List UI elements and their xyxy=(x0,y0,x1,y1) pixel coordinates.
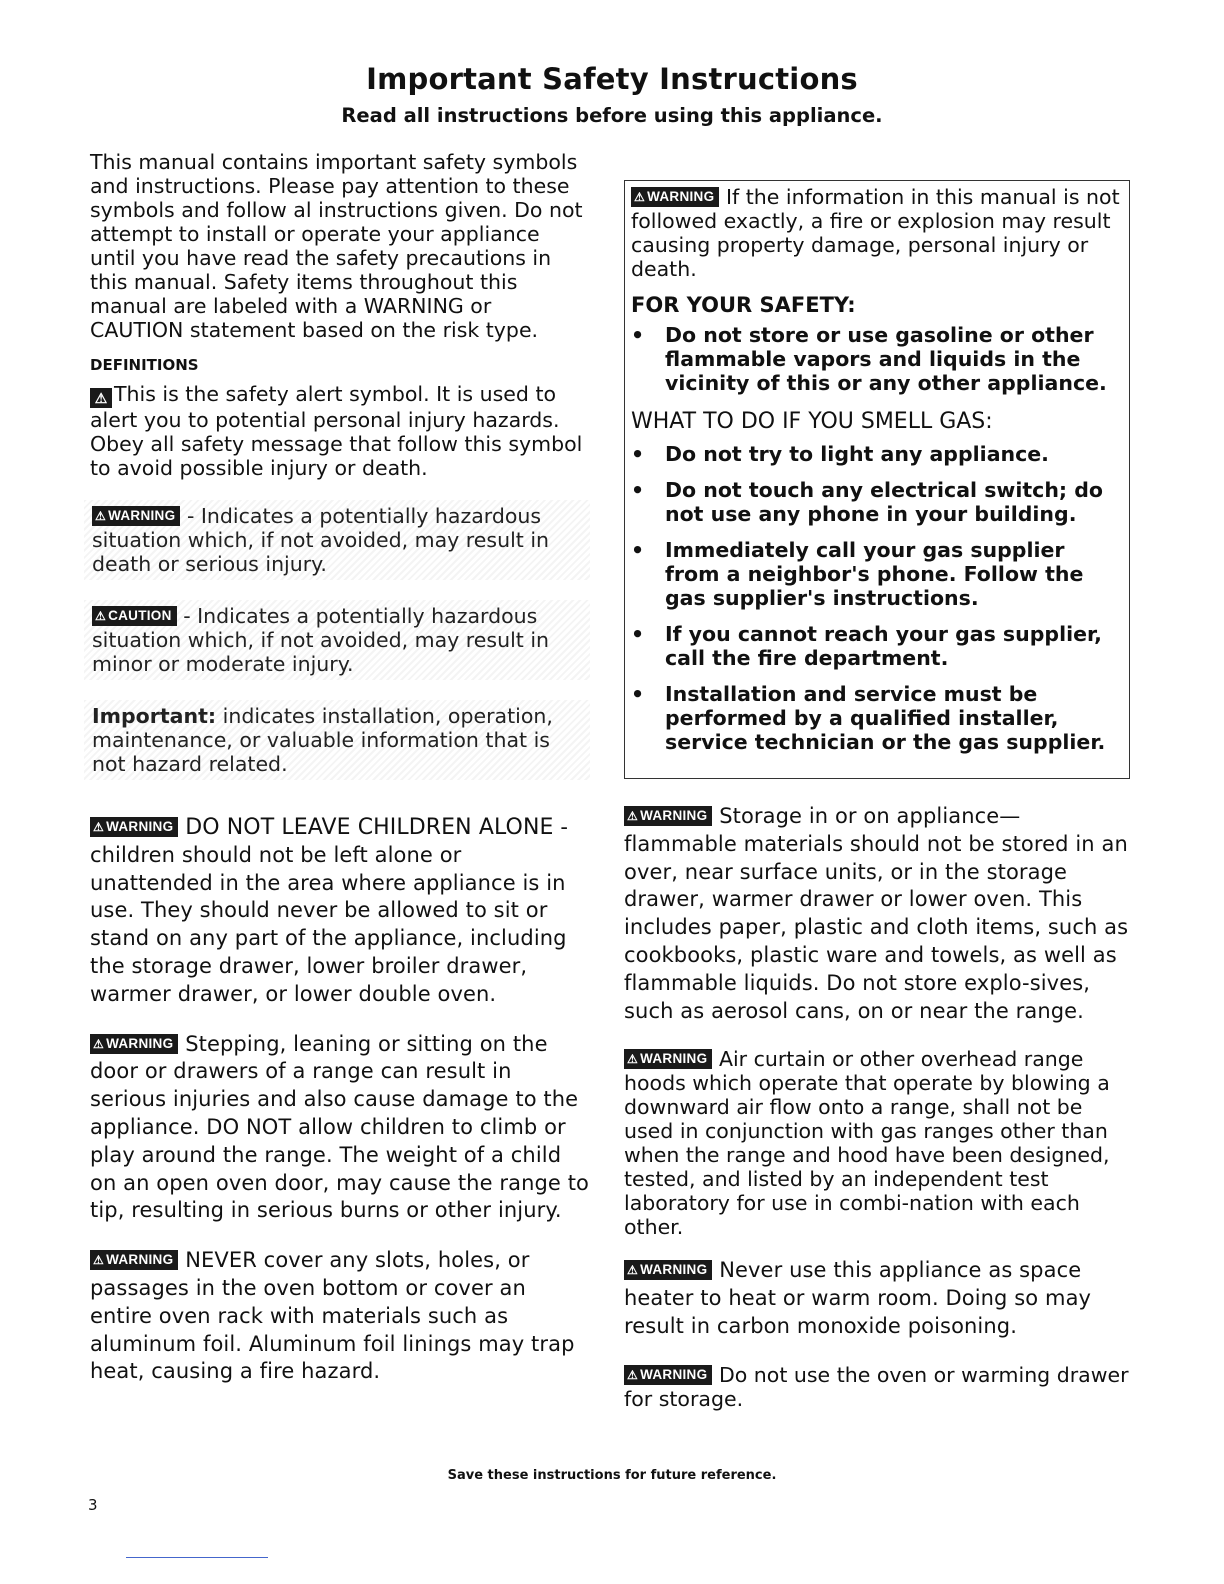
never-cover-text: NEVER cover any slots, holes, or passages in the oven bottom or cover an entire oven rack with materials such as aluminum foil. Aluminum foil linings may trap heat, causing a fire hazard. xyxy=(90,1248,575,1384)
warning-definition-text: - Indicates a potentially hazardous situation which, if not avoided, may result in death or serious injury. xyxy=(92,504,550,576)
storage-oven-text: Do not use the oven or warming drawer for storage. xyxy=(624,1362,1129,1411)
list-item: • Installation and service must be performed by a qualified installer, service technician or the gas supplier. xyxy=(631,682,1123,754)
storage-text: Storage in or on appliance— flammable materials should not be stored in an over, near surface units, or in the storage drawer, warmer drawer or lower oven. This includes paper, plastic and cloth items, such as cookbooks, plastic ware and towels, as well as flammable liquids. Do not store explo-sives, such as aerosol cans, on or near the range. xyxy=(624,804,1129,1023)
important-definition-text: indicates installation, operation, maintenance, or valuable information that is not hazard related. xyxy=(92,704,553,776)
warning-triangle-icon: ⚠ xyxy=(627,809,639,823)
footer-rule xyxy=(126,1557,268,1558)
list-item: • If you cannot reach your gas supplier, call the fire department. xyxy=(631,622,1123,670)
warning-badge: ⚠ WARNING xyxy=(631,187,719,207)
warning-badge: ⚠ WARNING xyxy=(624,806,712,826)
never-cover-warning xyxy=(90,1247,590,1386)
intro-paragraph: This manual contains important safety symbols and instructions. Please pay attention to these symbols and follow al instructions given. Do not attempt to install or operate your appliance until you have read the safety precautions in this manual. Safety items throughout this manual are labeled with a WARNING or CAUTION statement based on the risk type. xyxy=(90,150,583,342)
safety-list xyxy=(631,323,1123,395)
warning-triangle-icon: ⚠ xyxy=(95,509,107,523)
warning-badge: ⚠ WARNING xyxy=(624,1260,712,1280)
for-your-safety-heading: FOR YOUR SAFETY: xyxy=(631,293,856,317)
gas-list xyxy=(631,442,1123,754)
caution-badge: ⚠ CAUTION xyxy=(92,606,177,626)
stepping-warning xyxy=(90,1031,590,1226)
children-warning xyxy=(90,814,590,1009)
alert-symbol-text: This is the safety alert symbol. It is used to alert you to potential personal injury hazards. Obey all safety message that follow this symbol to avoid possible injury or death. xyxy=(90,382,583,480)
box-warning-text: If the information in this manual is not followed exactly, a fire or explosion may result causing property damage, personal injury or death. xyxy=(631,185,1120,281)
gas-safety-box xyxy=(624,180,1130,779)
air-curtain-warning xyxy=(624,1047,1130,1239)
list-item: • Immediately call your gas supplier from a neighbor's phone. Follow the gas supplier's instructions. xyxy=(631,538,1123,610)
page-number: 3 xyxy=(88,1496,98,1514)
warning-triangle-icon: ⚠ xyxy=(627,1052,639,1067)
warning-badge: ⚠ WARNING xyxy=(90,817,178,837)
box-warning xyxy=(631,185,1123,281)
smell-gas-heading: WHAT TO DO IF YOU SMELL GAS: xyxy=(631,409,993,434)
warning-triangle-icon: ⚠ xyxy=(93,1036,105,1051)
warning-badge: ⚠ WARNING xyxy=(92,506,180,526)
warning-badge: ⚠ WARNING xyxy=(90,1250,178,1270)
warning-badge: ⚠ WARNING xyxy=(624,1049,712,1069)
footer-note: Save these instructions for future reference. xyxy=(447,1468,777,1483)
list-item: • Do not try to light any appliance. xyxy=(631,442,1123,466)
warning-triangle-icon: ⚠ xyxy=(627,1263,639,1278)
important-definition xyxy=(84,700,590,780)
warning-definition xyxy=(84,500,590,580)
children-text: - children should not be left alone or unattended in the area where appliance is in use. They should never be allowed to sit or stand on any part of the appliance, including the storage drawer, lower broiler drawer, warmer drawer, or lower double oven. xyxy=(90,815,568,1006)
warning-triangle-icon: ⚠ xyxy=(634,190,646,204)
space-heater-text: Never use this appliance as space heater to heat or warm room. Doing so may result in carbon monoxide poisoning. xyxy=(624,1258,1092,1338)
safety-alert-icon: ⚠ xyxy=(90,388,112,408)
storage-warning xyxy=(624,803,1130,1025)
warning-triangle-icon: ⚠ xyxy=(93,1253,105,1268)
children-heading: DO NOT LEAVE CHILDREN ALONE xyxy=(185,815,554,840)
page-title: Important Safety Instructions xyxy=(366,62,858,96)
alert-symbol-paragraph xyxy=(90,382,590,480)
warning-triangle-icon: ⚠ xyxy=(627,1367,639,1382)
caution-definition-text: - Indicates a potentially hazardous situation which, if not avoided, may result in minor or moderate injury. xyxy=(92,604,550,676)
warning-badge: ⚠ WARNING xyxy=(90,1034,178,1054)
definitions-heading: DEFINITIONS xyxy=(90,356,199,374)
warning-triangle-icon: ⚠ xyxy=(95,609,107,623)
warning-badge: ⚠ WARNING xyxy=(624,1365,712,1385)
storage-oven-warning xyxy=(624,1363,1130,1411)
space-heater-warning xyxy=(624,1257,1130,1340)
important-label: Important: xyxy=(92,704,217,728)
right-column xyxy=(624,150,1130,1411)
list-item: • Do not store or use gasoline or other flammable vapors and liquids in the vicinity of this or any other appliance. xyxy=(631,323,1123,395)
list-item: • Do not touch any electrical switch; do not use any phone in your building. xyxy=(631,478,1123,526)
warning-triangle-icon: ⚠ xyxy=(93,820,105,834)
air-curtain-text: Air curtain or other overhead range hoods which operate that operate by blowing a downward air flow onto a range, shall not be used in conjunction with gas ranges other than when the range and hood have been designed, tested, and listed by an independent test laboratory for use in combi-nation with each other. xyxy=(624,1047,1110,1240)
stepping-text: Stepping, leaning or sitting on the door or drawers of a range can result in serious injuries and also cause damage to the appliance. DO NOT allow children to climb or play around the range. The weight of a child on an open oven door, may cause the range to tip, resulting in serious burns or other injury. xyxy=(90,1031,590,1223)
caution-definition xyxy=(84,600,590,680)
left-column xyxy=(90,150,590,1386)
page-subtitle: Read all instructions before using this appliance. xyxy=(341,104,883,127)
